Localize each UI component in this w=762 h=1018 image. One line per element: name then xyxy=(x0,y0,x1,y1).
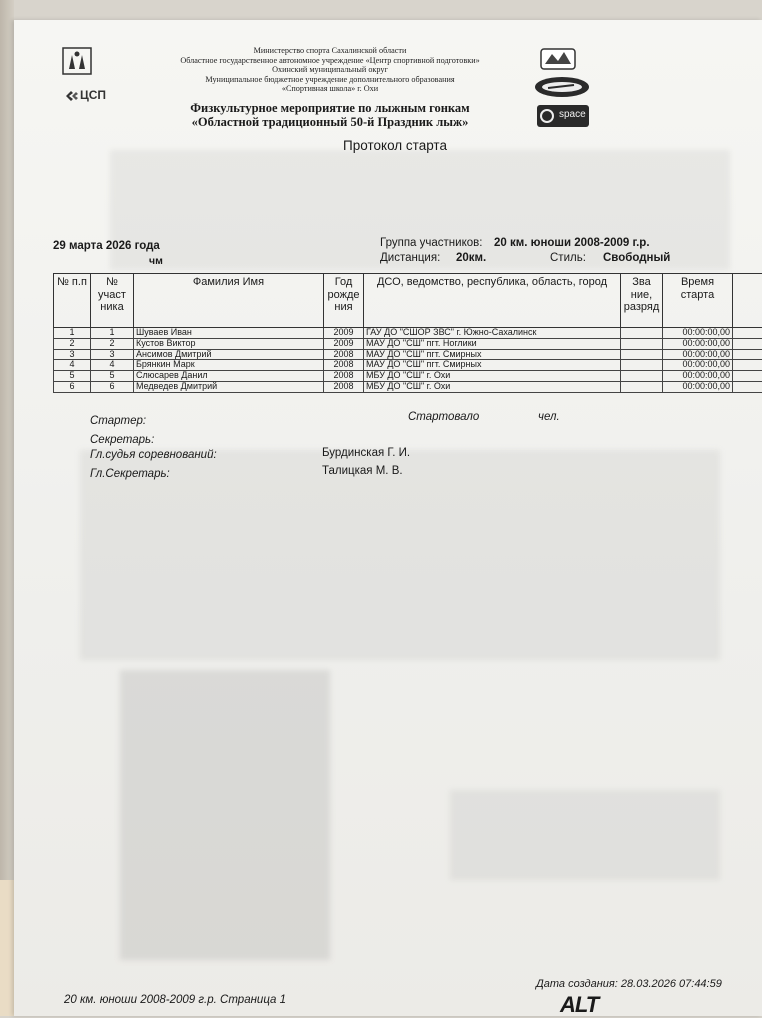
organization-header xyxy=(140,46,520,94)
cell-num: 2 xyxy=(54,338,91,349)
header-club: ДСО, ведомство, республика, область, город xyxy=(364,274,621,328)
header-extra xyxy=(733,274,762,328)
cell-extra xyxy=(733,360,762,371)
event-title xyxy=(140,101,520,129)
table-row xyxy=(54,349,762,360)
cell-bib: 3 xyxy=(91,349,134,360)
show-through-text xyxy=(450,790,720,880)
header-bib: № участ ника xyxy=(91,274,134,328)
csp-logo-icon xyxy=(64,89,80,103)
cell-num: 3 xyxy=(54,349,91,360)
cell-club: ГАУ ДО "СШОР ЗВС" г. Южно-Сахалинск xyxy=(364,328,621,339)
cell-time: 00:00:00,00 xyxy=(663,381,733,392)
table-row xyxy=(54,338,762,349)
starter-label: Стартер: xyxy=(90,415,146,427)
show-through-text xyxy=(80,450,720,660)
cell-year: 2009 xyxy=(324,338,364,349)
chief-secretary-label: Гл.Секретарь: xyxy=(90,468,170,480)
cell-bib: 1 xyxy=(91,328,134,339)
cell-extra xyxy=(733,338,762,349)
style-value: Свободный xyxy=(603,252,670,264)
protocol-title: Протокол старта xyxy=(250,138,540,153)
cell-name: Кустов Виктор xyxy=(134,338,324,349)
cell-rank xyxy=(621,360,663,371)
chief-secretary-name: Талицкая М. В. xyxy=(322,465,403,477)
cell-name: Медведев Дмитрий xyxy=(134,381,324,392)
cell-bib: 5 xyxy=(91,371,134,382)
cell-bib: 2 xyxy=(91,338,134,349)
cell-time: 00:00:00,00 xyxy=(663,328,733,339)
table-row xyxy=(54,360,762,371)
cell-name: Брянкин Марк xyxy=(134,360,324,371)
show-through-block xyxy=(120,670,330,960)
cell-time: 00:00:00,00 xyxy=(663,371,733,382)
time-unit: чм xyxy=(149,255,163,267)
cell-year: 2008 xyxy=(324,360,364,371)
chief-judge-name: Бурдинская Г. И. xyxy=(322,447,410,459)
page-info: 20 км. юноши 2008-2009 г.р. Страница 1 xyxy=(64,994,286,1006)
distance-value: 20км. xyxy=(456,252,486,264)
csp-logo-text: ЦСП xyxy=(80,88,106,102)
table-row xyxy=(54,381,762,392)
chief-judge-label: Гл.судья соревнований: xyxy=(90,449,217,461)
org-line: Министерство спорта Сахалинской области xyxy=(140,46,520,56)
cell-rank xyxy=(621,338,663,349)
cell-year: 2008 xyxy=(324,381,364,392)
cell-club: МБУ ДО "СШ" г. Охи xyxy=(364,371,621,382)
creation-date: Дата создания: 28.03.2026 07:44:59 xyxy=(536,978,722,990)
cell-club: МАУ ДО "СШ" пгт. Смирных xyxy=(364,349,621,360)
cell-club: МАУ ДО "СШ" пгт. Смирных xyxy=(364,360,621,371)
cell-year: 2009 xyxy=(324,328,364,339)
cell-rank xyxy=(621,328,663,339)
table-row xyxy=(54,328,762,339)
cell-extra xyxy=(733,371,762,382)
secretary-label: Секретарь: xyxy=(90,434,154,446)
cell-time: 00:00:00,00 xyxy=(663,360,733,371)
cell-club: МБУ ДО "СШ" г. Охи xyxy=(364,381,621,392)
group-label: Группа участников: xyxy=(380,237,482,249)
cell-time: 00:00:00,00 xyxy=(663,338,733,349)
background-edge xyxy=(0,0,14,1016)
started-label: Стартовало xyxy=(408,411,479,423)
distance-label: Дистанция: xyxy=(380,252,440,264)
style-label: Стиль: xyxy=(550,252,586,264)
header-year: Год рожде ния xyxy=(324,274,364,328)
cell-bib: 4 xyxy=(91,360,134,371)
sponsor-logo-icon xyxy=(540,48,576,70)
cell-bib: 6 xyxy=(91,381,134,392)
cell-num: 4 xyxy=(54,360,91,371)
cell-num: 5 xyxy=(54,371,91,382)
group-value: 20 км. юноши 2008-2009 г.р. xyxy=(494,237,650,249)
org-line: Муниципальное бюджетное учреждение дополнительного образования xyxy=(140,75,520,85)
org-line: Областное государственное автономное учреждение «Центр спортивной подготовки» xyxy=(140,56,520,66)
header-start-time: Время старта xyxy=(663,274,733,328)
cell-rank xyxy=(621,349,663,360)
event-date: 29 марта 2026 года xyxy=(53,240,160,252)
cell-year: 2008 xyxy=(324,371,364,382)
event-title-line: Физкультурное мероприятие по лыжным гонкам xyxy=(140,101,520,115)
cell-name: Слюсарев Данил xyxy=(134,371,324,382)
cell-name: Ансимов Дмитрий xyxy=(134,349,324,360)
coat-of-arms-icon xyxy=(62,47,92,75)
start-protocol-table xyxy=(53,273,762,393)
space-logo-text: space xyxy=(559,109,586,120)
cell-extra xyxy=(733,349,762,360)
table-header-row xyxy=(54,274,762,328)
header-rank: Зва ние, разряд xyxy=(621,274,663,328)
table-row xyxy=(54,371,762,382)
cell-extra xyxy=(733,381,762,392)
org-line: Охинский муниципальный округ xyxy=(140,65,520,75)
cell-club: МАУ ДО "СШ" пгт. Ноглики xyxy=(364,338,621,349)
cell-time: 00:00:00,00 xyxy=(663,349,733,360)
cell-rank xyxy=(621,381,663,392)
people-unit: чел. xyxy=(538,411,560,423)
cell-year: 2008 xyxy=(324,349,364,360)
header-name: Фамилия Имя xyxy=(134,274,324,328)
cell-rank xyxy=(621,371,663,382)
header-num: № п.п xyxy=(54,274,91,328)
cell-num: 6 xyxy=(54,381,91,392)
cell-name: Шуваев Иван xyxy=(134,328,324,339)
alt-logo: ALT xyxy=(560,992,598,1018)
cell-extra xyxy=(733,328,762,339)
cell-num: 1 xyxy=(54,328,91,339)
event-title-line: «Областной традиционный 50-й Праздник лыж» xyxy=(140,115,520,129)
skier-logo-icon xyxy=(534,76,590,98)
org-line: «Спортивная школа» г. Охи xyxy=(140,84,520,94)
